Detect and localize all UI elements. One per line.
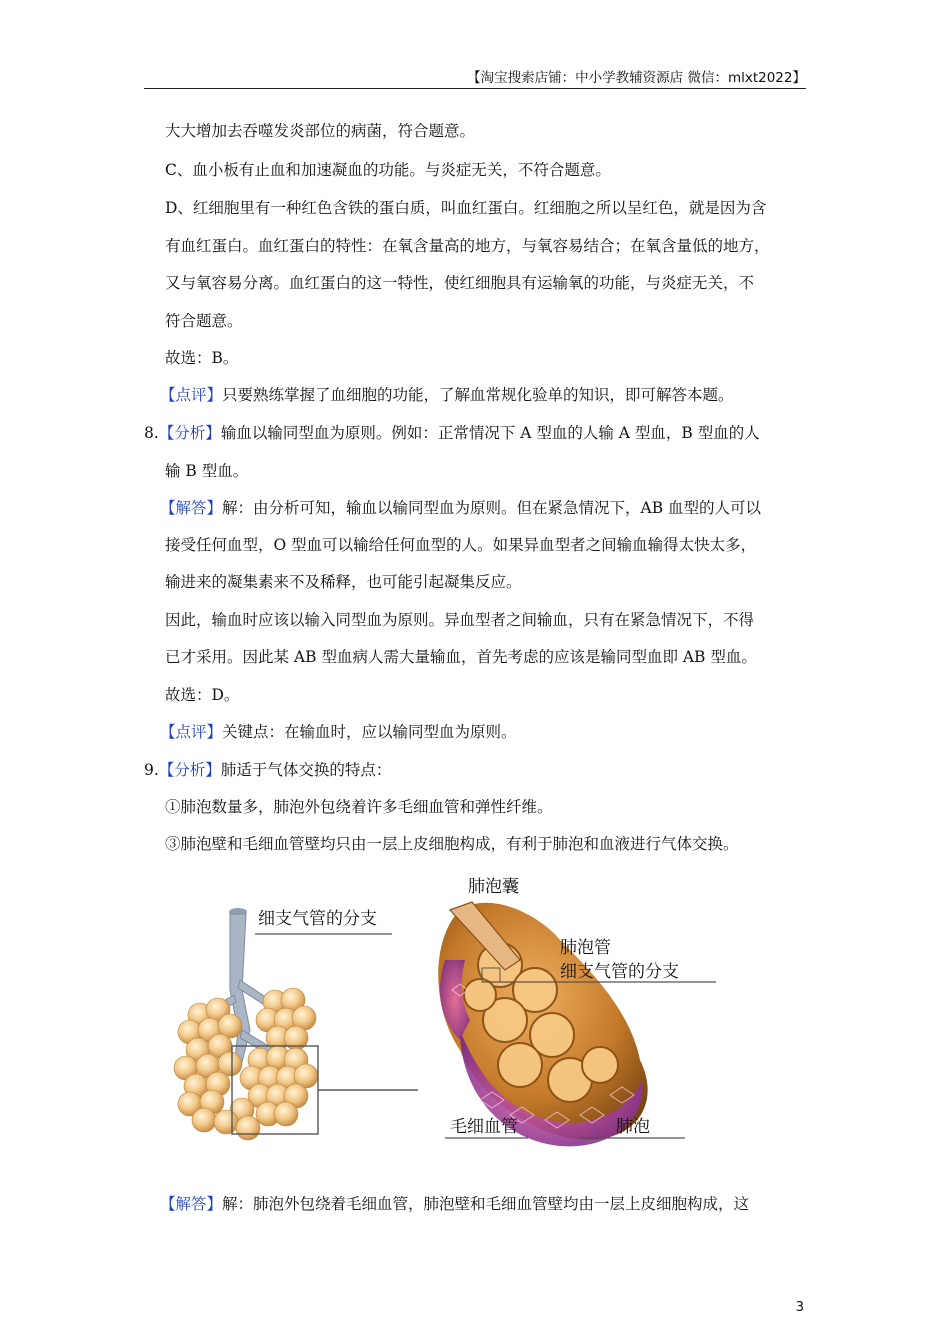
comment-text: 只要熟练掌握了血细胞的功能，了解血常规化验单的知识，即可解答本题。 bbox=[222, 386, 734, 404]
answer-line bbox=[160, 1194, 749, 1214]
text-line: 有血红蛋白。血红蛋白的特性：在氧含量高的地方，与氧容易结合；在氧含量低的地方， bbox=[165, 237, 770, 255]
text-line: 已才采用。因此某 AB 型血病人需大量输血，首先考虑的应该是输同型血即 AB 型血。 bbox=[165, 648, 757, 666]
text-line: 因此，输血时应该以输入同型血为原则。异血型者之间输血，只有在紧急情况下，不得 bbox=[165, 611, 755, 629]
page-number: 3 bbox=[795, 1300, 804, 1315]
text-line: 又与氧容易分离。血红蛋白的这一特性，使红细胞具有运输氧的功能，与炎症无关，不 bbox=[165, 274, 755, 292]
question-9-analysis bbox=[144, 760, 391, 780]
analysis-text: 肺适于气体交换的特点： bbox=[220, 761, 392, 779]
question-8-analysis bbox=[144, 423, 760, 443]
answer-text: 解：由分析可知，输血以输同型血为原则。但在紧急情况下，AB 血型的人可以 bbox=[222, 499, 762, 517]
alveoli-figure bbox=[160, 870, 720, 1170]
text-line: C、血小板有止血和加速凝血的功能。与炎症无关，不符合题意。 bbox=[165, 161, 611, 179]
comment-tag: 【点评】 bbox=[160, 723, 223, 741]
text-line: 输进来的凝集素来不及稀释，也可能引起凝集反应。 bbox=[165, 573, 522, 591]
text-line: ①肺泡数量多，肺泡外包绕着许多毛细血管和弹性纤维。 bbox=[165, 798, 553, 816]
label-alveolus: 肺泡 bbox=[616, 1117, 650, 1137]
comment-tag: 【点评】 bbox=[160, 386, 223, 404]
text-line: 符合题意。 bbox=[165, 312, 243, 330]
answer-line bbox=[160, 498, 761, 518]
answer-text: 解：肺泡外包绕着毛细血管，肺泡壁和毛细血管壁均由一层上皮细胞构成，这 bbox=[222, 1195, 750, 1213]
analysis-tag: 【分析】 bbox=[158, 761, 221, 779]
answer-tag: 【解答】 bbox=[160, 1195, 223, 1213]
label-sac: 肺泡囊 bbox=[468, 877, 519, 897]
question-number: 8. bbox=[144, 424, 159, 442]
text-line: ③肺泡壁和毛细血管壁均只由一层上皮细胞构成，有利于肺泡和血液进行气体交换。 bbox=[165, 835, 739, 853]
text-line: 大大增加去吞噬发炎部位的病菌，符合题意。 bbox=[165, 122, 476, 140]
text-line: 接受任何血型，O 型血可以输给任何血型的人。如果异血型者之间输血输得太快太多， bbox=[165, 536, 757, 554]
label-duct: 肺泡管 bbox=[560, 938, 611, 958]
comment-text: 关键点：在输血时，应以输同型血为原则。 bbox=[222, 723, 517, 741]
analysis-text: 输血以输同型血为原则。例如：正常情况下 A 型血的人输 A 型血，B 型血的人 bbox=[220, 424, 760, 442]
label-bronchiole-left: 细支气管的分支 bbox=[258, 909, 377, 929]
text-line: 故选：D。 bbox=[165, 686, 240, 704]
text-line: D、红细胞里有一种红色含铁的蛋白质，叫血红蛋白。红细胞之所以呈红色，就是因为含 bbox=[165, 199, 767, 217]
alveolar-sac-detail bbox=[438, 902, 647, 1146]
question-number: 9. bbox=[144, 761, 159, 779]
answer-tag: 【解答】 bbox=[160, 499, 223, 517]
alveoli-illustration bbox=[160, 870, 720, 1170]
text-line: 输 B 型血。 bbox=[165, 462, 249, 480]
comment-line bbox=[160, 722, 517, 742]
page-header: 【淘宝搜索店铺：中小学教辅资源店 微信：mlxt2022】 bbox=[144, 66, 806, 89]
analysis-tag: 【分析】 bbox=[158, 424, 221, 442]
label-bronchiole-right: 细支气管的分支 bbox=[560, 962, 679, 982]
comment-line bbox=[160, 385, 734, 405]
text-line: 故选：B。 bbox=[165, 349, 239, 367]
label-capillary: 毛细血管 bbox=[450, 1117, 518, 1137]
